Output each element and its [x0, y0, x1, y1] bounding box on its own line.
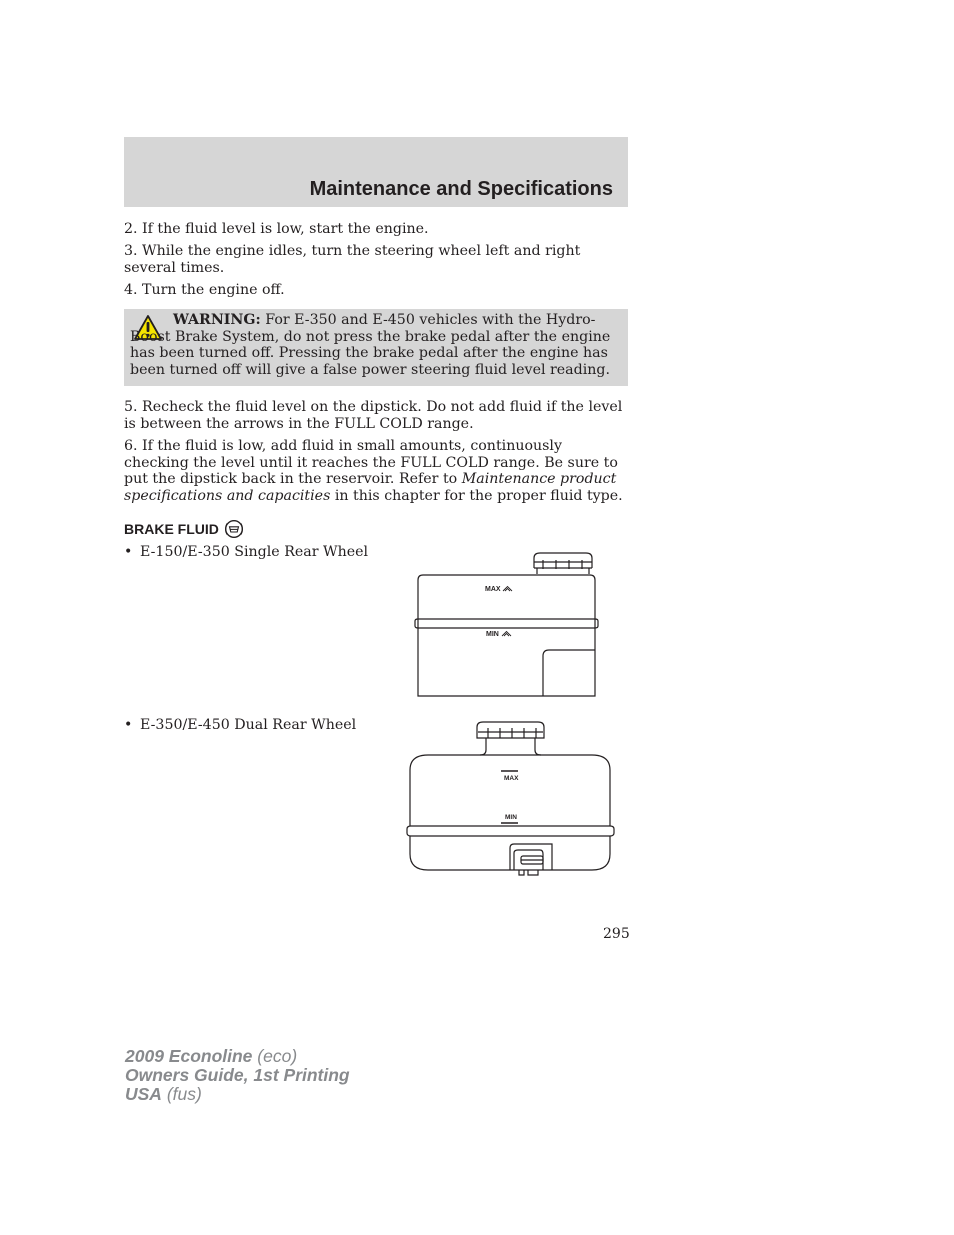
- header-band: [124, 137, 628, 207]
- section-title: Maintenance and Specifications: [309, 178, 613, 200]
- step-6: [124, 438, 624, 504]
- max-arrow-icon: [503, 587, 512, 592]
- brake-fluid-icon: [223, 519, 245, 539]
- warning-label: WARNING:: [173, 312, 261, 328]
- bullet-marker: •: [124, 544, 133, 560]
- step-5: 5. Recheck the fluid level on the dipstick. Do not add fluid if the level is between the arrows in the FULL COLD range.: [124, 399, 623, 432]
- warning-box: [124, 309, 628, 386]
- max-label: MAX: [504, 775, 519, 782]
- step-6-text: 6. If the fluid is low, add fluid in small amounts, continuously checking the level until it reaches the FULL COLD range. Be sure to put the dipstick back in the reservoir. Refer to: [124, 438, 618, 487]
- footer-line-2: Owners Guide, 1st Printing: [125, 1065, 350, 1085]
- footer-market-code: (fus): [161, 1084, 202, 1104]
- brake-fluid-heading-text: BRAKE FLUID: [124, 521, 219, 537]
- warning-body: For E-350 and E-450 vehicles with the Hydro-Boost Brake System, do not press the brake pedal after the engine has been turned off. Pressing the brake pedal after the engine has been turned off will give a false power steering fluid level reading.: [130, 312, 611, 378]
- min-label: MIN: [486, 631, 499, 638]
- step-2: 2. If the fluid level is low, start the engine.: [124, 221, 429, 237]
- step-6-reference: Maintenance product specifications and capacities: [124, 471, 617, 504]
- reservoir-single-rear-wheel-figure: [410, 548, 605, 703]
- footer-market: USA: [125, 1084, 162, 1104]
- bullet-text: E-150/E-350 Single Rear Wheel: [140, 544, 369, 560]
- page-number: 295: [603, 926, 630, 942]
- footer-line-3: [125, 1085, 350, 1104]
- step-4: 4. Turn the engine off.: [124, 282, 285, 298]
- footer: [125, 1047, 350, 1104]
- reservoir-dual-rear-wheel-figure: [400, 718, 620, 878]
- footer-model-code: (eco): [252, 1046, 298, 1066]
- min-arrow-icon: [502, 632, 511, 637]
- bullet-marker: •: [124, 717, 133, 733]
- brake-fluid-heading: [124, 519, 245, 539]
- footer-line-1: [125, 1047, 350, 1066]
- warning-text: [130, 312, 620, 378]
- bullet-dual-rear-wheel: [124, 717, 356, 733]
- step-3: 3. While the engine idles, turn the steering wheel left and right several times.: [124, 243, 581, 276]
- max-label: MAX: [485, 586, 501, 593]
- bullet-single-rear-wheel: [124, 544, 368, 560]
- step-6-text-end: in this chapter for the proper fluid type.: [330, 487, 623, 504]
- footer-model: 2009 Econoline: [125, 1046, 253, 1066]
- min-label: MIN: [505, 814, 517, 821]
- bullet-text: E-350/E-450 Dual Rear Wheel: [140, 717, 357, 733]
